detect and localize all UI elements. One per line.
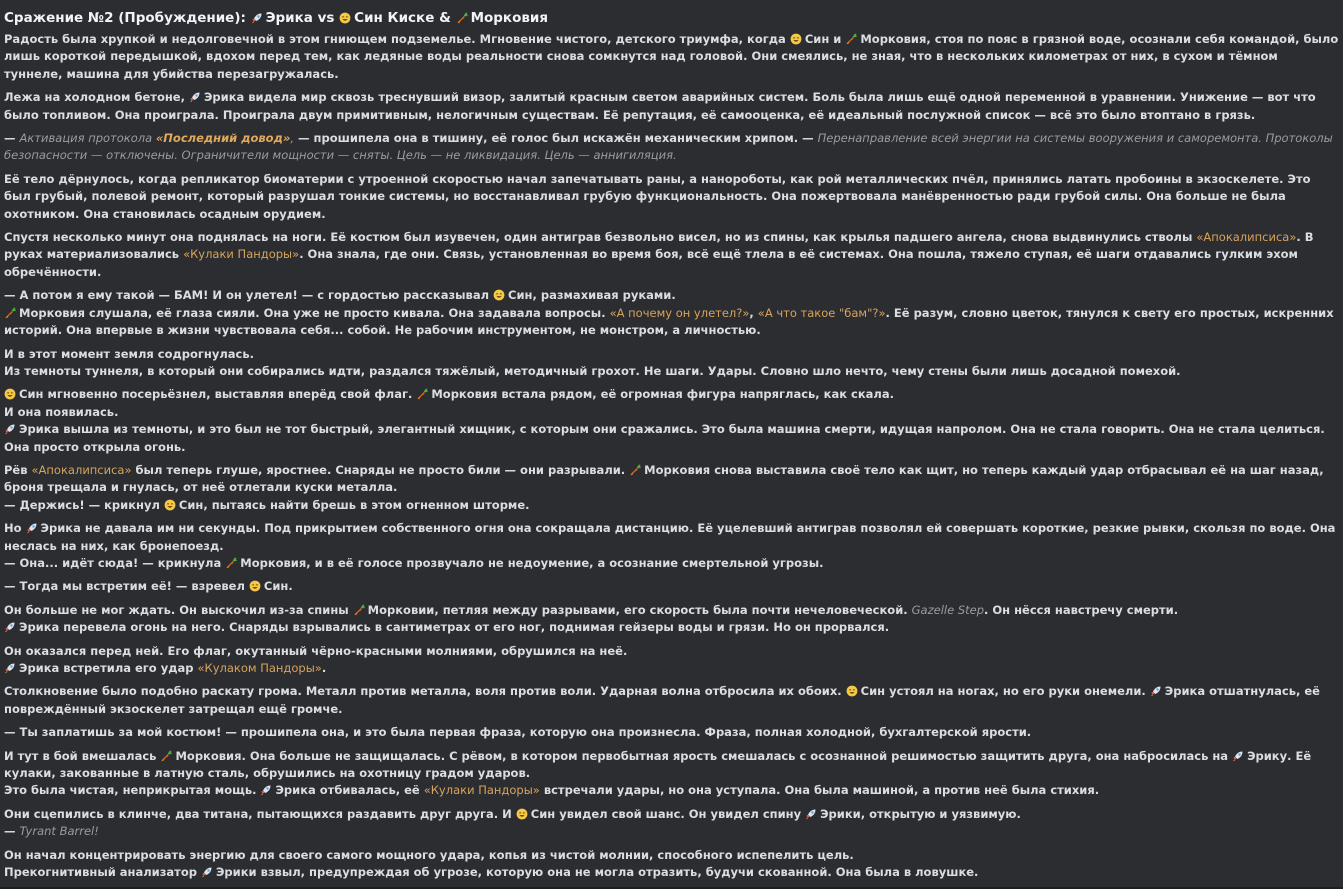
text-run: Радость была хрупкой и недолговечной в этом гниющем подземелье. Мгновение чистого, детского триумфа, когда (4, 32, 790, 46)
text-run: — прошипела она в тишину, её голос был искажён механическим хрипом. — (294, 131, 818, 146)
story-paragraph (4, 171, 1339, 223)
text-run: . Он нёсся навстречу смерти. (984, 602, 1179, 617)
text-run: , (749, 305, 758, 320)
text-run: Столкновение было подобно раскату грома. Металл против металла, воля против воли. Ударная волна отбросила их обоих. (4, 684, 846, 699)
character-name-erika: Эрика (275, 783, 316, 798)
highlighted-term: «Кулаки Пандоры» (183, 247, 300, 262)
text-run: , размахивая руками. (532, 288, 676, 303)
story-paragraph (4, 130, 1339, 165)
rocket-icon (26, 522, 38, 534)
text-run: — Держись! — крикнул (4, 497, 164, 512)
text-run: Прекогнитивный анализатор (4, 865, 201, 880)
text-run: встала рядом, её огромная фигура напряглась, как скала. (497, 387, 894, 402)
text-run: Он оказался перед ней. Его флаг, окутанный чёрно-красными молниями, обрушился на неё. (4, 643, 628, 658)
story-paragraph (4, 643, 1339, 678)
story-paragraphs (4, 31, 1339, 881)
title-amp: & (434, 10, 456, 26)
paragraph-line (4, 578, 1339, 595)
story-paragraph (4, 229, 1339, 281)
character-name-erika: Эрика (40, 521, 81, 536)
character-name-erika: Эрика (203, 90, 245, 105)
highlighted-term: «Апокалипсиса» (31, 462, 132, 477)
text-run: Рёв (4, 462, 32, 477)
highlighted-term: «А что такое "бам"?» (757, 305, 886, 320)
paragraph-line (4, 462, 1339, 497)
story-paragraph (4, 602, 1339, 637)
text-run: устоял на ногах, но его руки онемели. (885, 684, 1150, 699)
character-name-sin: Син (263, 579, 289, 594)
italic-text: Tyrant Barrel! (19, 824, 99, 839)
text-run: И в этот момент земля содрогнулась. (4, 346, 254, 361)
smiling-face-icon (846, 685, 858, 697)
story-paragraph (4, 287, 1339, 339)
character-name-sin: Син (508, 288, 533, 303)
character-name-erika: Эрика (19, 620, 60, 635)
paragraph-line (4, 404, 1339, 421)
paragraph-line (4, 421, 1339, 456)
carrot-icon (4, 307, 16, 319)
highlighted-term: «Апокалипсиса» (1196, 230, 1297, 245)
character-name-erika: Эрика (1164, 684, 1206, 699)
paragraph-line (4, 386, 1339, 403)
text-run: и (829, 32, 846, 46)
text-run: мгновенно посерьёзнел, выставляя вперёд свой флаг. (43, 387, 417, 402)
story-paragraph (4, 748, 1339, 800)
character-name-sin: Син (530, 806, 556, 821)
rocket-icon (260, 784, 272, 796)
text-run: И она появилась. (4, 404, 119, 419)
text-run: Он больше не мог ждать. Он выскочил из-за спины (4, 602, 353, 617)
text-run: увидел свой шанс. Он увидел спину (555, 806, 806, 821)
text-run: , и в её голосе прозвучало не недоумение, а осознание смертельной угрозы. (306, 555, 824, 570)
rocket-icon (4, 423, 16, 435)
italic-text: Gazelle Step (911, 602, 985, 617)
text-run: вышла из темноты, и это был не тот быстрый, элегантный хищник, с которым они сражались. Это была машина смерти, идущая напролом. Она не стала говорить. Она не стала целиться. Она просто открыла огонь. (4, 422, 1325, 454)
smiling-face-icon (249, 580, 261, 592)
paragraph-line (4, 660, 1339, 677)
text-run: Лежа на холодном бетоне, (4, 90, 189, 105)
title-vs: vs (312, 10, 340, 26)
text-run: Но (4, 521, 26, 536)
italic-text: Перенаправление всей энергии на системы вооружения и саморемонта. Протоколы безопасности — отключены. Ограничители мощности — сняты. Цель — не ликвидация. Цель — аннигиляция. (4, 131, 1333, 163)
highlighted-term: «А почему он улетел?» (609, 305, 750, 320)
smiling-face-icon (790, 33, 802, 45)
italic-text: , (290, 131, 295, 146)
rocket-icon (1150, 685, 1162, 697)
paragraph-line (4, 782, 1339, 799)
italic-text: Активация протокола (19, 131, 156, 146)
text-run: , стоя по пояс в грязной воде, осознали себя командой, было лишь короткой передышкой, вдохом перед тем, как ледяные воды реальности снова сомкнутся над головой. Они смеялись, не зная, что в нескольких километрах от них, в сухом и тёмном туннеле, машина для убийства перезагружалась. (4, 32, 1339, 81)
carrot-icon (160, 750, 172, 762)
smiling-face-icon (493, 289, 505, 301)
text-run: снова выставила своё тело как щит, но теперь каждый удар отбрасывал её на шаг назад, броня трещала и гнулась, от неё отлетали куски металла. (4, 462, 1324, 495)
story-paragraph (4, 724, 1339, 741)
text-run: . Её разум, словно цветок, тянулся к свету его простых, искренних историй. Она впервые в жизни чувствовала себя... собой. Не рабочим инструментом, не монстром, а личностью. (4, 305, 1334, 338)
carrot-icon (353, 604, 365, 616)
story-paragraph (4, 847, 1339, 882)
paragraph-line (4, 171, 1339, 223)
character-name-morkovia: Морковия (19, 305, 86, 320)
carrot-icon (416, 388, 428, 400)
character-name-sin: Син (804, 32, 830, 46)
character-name-erika: Эрики (820, 806, 861, 821)
text-run: — (4, 131, 20, 146)
paragraph-line (4, 643, 1339, 660)
text-run: встретила его удар (59, 661, 198, 675)
text-run: был теперь глуше, яростнее. Снаряды не просто били — они разрывали. (131, 462, 630, 477)
smiling-face-icon (516, 808, 528, 820)
carrot-icon (629, 464, 641, 476)
paragraph-line (4, 31, 1339, 83)
paragraph-line (4, 806, 1339, 823)
character-name-morkovia: Морковия (860, 32, 927, 46)
text-run: перевела огонь на него. Снаряды взрывались в сантиметрах от его ног, поднимая гейзеры воды и грязи. Но он прорвался. (59, 620, 890, 635)
paragraph-line (4, 748, 1339, 783)
smiling-face-icon (339, 12, 351, 24)
rocket-icon (201, 866, 213, 878)
text-run: — (4, 824, 20, 839)
title-sin: Син Киске (354, 10, 435, 26)
story-paragraph (4, 346, 1339, 381)
paragraph-line (4, 346, 1339, 363)
paragraph-line (4, 823, 1339, 840)
text-run: отбивалась, её (315, 783, 424, 798)
text-run: отшатнулась, её повреждённый экзоскелет затрещал ещё громче. (4, 684, 1320, 716)
rocket-icon (4, 662, 16, 674)
text-run: слушала, её глаза сияли. Она уже не просто кивала. Она задавала вопросы. (85, 305, 610, 320)
paragraph-line (4, 89, 1339, 124)
title-morkovia: Морковия (470, 10, 549, 26)
character-name-erika: Эрики (215, 865, 257, 880)
paragraph-line (4, 555, 1339, 572)
text-run: — Она... идёт сюда! — крикнула (4, 555, 226, 570)
text-run: . Она больше не защищалась. С рёвом, в котором первобытная ярость смешалась с осознанной решимостью защитить друга, она набросилась на (241, 748, 1233, 763)
smiling-face-icon (4, 388, 16, 400)
story-paragraph (4, 89, 1339, 124)
text-run: . (321, 661, 327, 675)
story-paragraph (4, 806, 1339, 841)
character-name-sin: Син (860, 684, 886, 699)
paragraph-line (4, 520, 1339, 555)
title-prefix: Сражение №2 (Пробуждение): (4, 10, 251, 26)
paragraph-line (4, 602, 1339, 619)
rocket-icon (4, 621, 16, 633)
text-run: видела мир сквозь треснувший визор, залитый красным светом аварийных систем. Боль была лишь ещё одной переменной в уравнении. Унижение — вот что было топливом. Она проиграла. Проиграла двум примитивным, нелогичным существам. Её репутация, её самооценка, её идеальный послужной список — всё это было втоптано в грязь. (4, 90, 1316, 122)
highlighted-term: «Последний довод» (155, 131, 291, 146)
rocket-icon (189, 91, 201, 103)
text-run: Он начал концентрировать энергию для своего самого мощного удара, копья из чистой молнии, способного испепелить цель. (4, 847, 854, 862)
text-run: встречали удары, но она уступала. Она была машиной, а против неё была стихия. (539, 783, 1100, 798)
text-run: Её тело дёрнулось, когда репликатор биоматерии с утроенной скоростью начал запечатывать раны, а нанороботы, как рой металлических пчёл, принялись латать пробоины в экзоскелете. Это был грубый, полевой ремонт, который разрушал тонкие системы, но восстанавливал грубую функциональность. Она пожертвовала манёвренностью ради грубой силы. Она больше не была охотником. Она становилась осадным орудием. (4, 171, 1311, 221)
story-paragraph (4, 683, 1339, 718)
character-name-sin: Син (19, 387, 44, 402)
carrot-icon (225, 557, 237, 569)
text-run: Они сцепились в клинче, два титана, пытающихся раздавить друг друга. И (4, 806, 516, 821)
text-run: . Она знала, где они. Связь, установленная во время боя, всё ещё тлела в её системах. Она пошла, тяжело ступая, её шаги отдавались гулким эхом обречённости. (4, 247, 1298, 279)
text-run: взвыл, предупреждая об угрозе, которую она не могла отразить, будучи скованной. Она была в ловушке. (256, 865, 979, 880)
paragraph-line (4, 619, 1339, 636)
character-name-morkovia: Морковии (367, 602, 435, 617)
rocket-icon (251, 12, 263, 24)
text-run: И тут в бой вмешалась (4, 748, 161, 763)
text-run: не давала им ни секунды. Под прикрытием собственного огня она сокращала дистанцию. Её уцелевший антиграв позволял ей совершать короткие, резкие рывки, скользя по воде. Она неслась на них, как бронепоезд. (4, 521, 1336, 553)
rocket-icon (805, 808, 817, 820)
character-name-sin: Син (178, 497, 204, 512)
character-name-morkovia: Морковия (644, 462, 711, 477)
text-run: Из темноты туннеля, в который они собирались идти, раздался тяжёлый, методичный грохот. Не шаги. Удары. Словно шло нечто, чему стены были лишь досадной помехой. (4, 363, 1181, 378)
paragraph-line (4, 497, 1339, 514)
paragraph-line (4, 229, 1339, 281)
paragraph-line (4, 287, 1339, 304)
paragraph-line (4, 864, 1339, 881)
text-run: . В руках материализовались (4, 230, 1314, 262)
paragraph-line (4, 305, 1339, 340)
character-name-morkovia: Морковия (240, 555, 307, 570)
paragraph-line (4, 724, 1339, 741)
story-paragraph (4, 520, 1339, 572)
text-run: — Тогда мы встретим её! — взревел (4, 579, 249, 594)
character-name-erika: Эрику (1247, 748, 1288, 763)
carrot-icon (456, 12, 468, 24)
paragraph-line (4, 130, 1339, 165)
text-run: Это была чистая, неприкрытая мощь. (4, 783, 261, 798)
paragraph-line (4, 847, 1339, 864)
story-paragraph (4, 578, 1339, 595)
battle-title (4, 8, 1339, 28)
smiling-face-icon (164, 499, 176, 511)
text-run: . (288, 579, 293, 594)
text-run: Спустя несколько минут она поднялась на ноги. Её костюм был изувечен, один антиграв безвольно висел, но из спины, как крылья падшего ангела, снова выдвинулись стволы (4, 230, 1197, 245)
text-run: , открытую и уязвимую. (860, 806, 1021, 821)
text-run: , петляя между разрывами, его скорость была почти нечеловеческой. (434, 602, 912, 617)
character-name-erika: Эрика (19, 422, 60, 437)
character-name-morkovia: Морковия (175, 748, 242, 763)
carrot-icon (845, 33, 857, 45)
rocket-icon (1232, 750, 1244, 762)
story-paragraph (4, 31, 1339, 83)
title-erika: Эрика (265, 10, 313, 26)
highlighted-term: «Кулаком Пандоры» (197, 661, 322, 675)
paragraph-line (4, 363, 1339, 380)
text-run: — А потом я ему такой — БАМ! И он улетел! — с гордостью рассказывал (4, 288, 494, 303)
text-run: — Ты заплатишь за мой костюм! — прошипела она, и это была первая фраза, которую она произнесла. Фраза, полная холодной, бухгалтерской ярости. (4, 725, 1032, 740)
text-run: , пытаясь найти брешь в этом огненном шторме. (203, 497, 530, 512)
paragraph-line (4, 683, 1339, 718)
text-run: . Её кулаки, закованные в латную сталь, обрушились на охотницу градом ударов. (4, 748, 1312, 781)
story-paragraph (4, 386, 1339, 456)
character-name-morkovia: Морковия (431, 387, 498, 402)
story-paragraph (4, 462, 1339, 514)
character-name-erika: Эрика (19, 661, 60, 675)
highlighted-term: «Кулаки Пандоры» (423, 783, 540, 798)
